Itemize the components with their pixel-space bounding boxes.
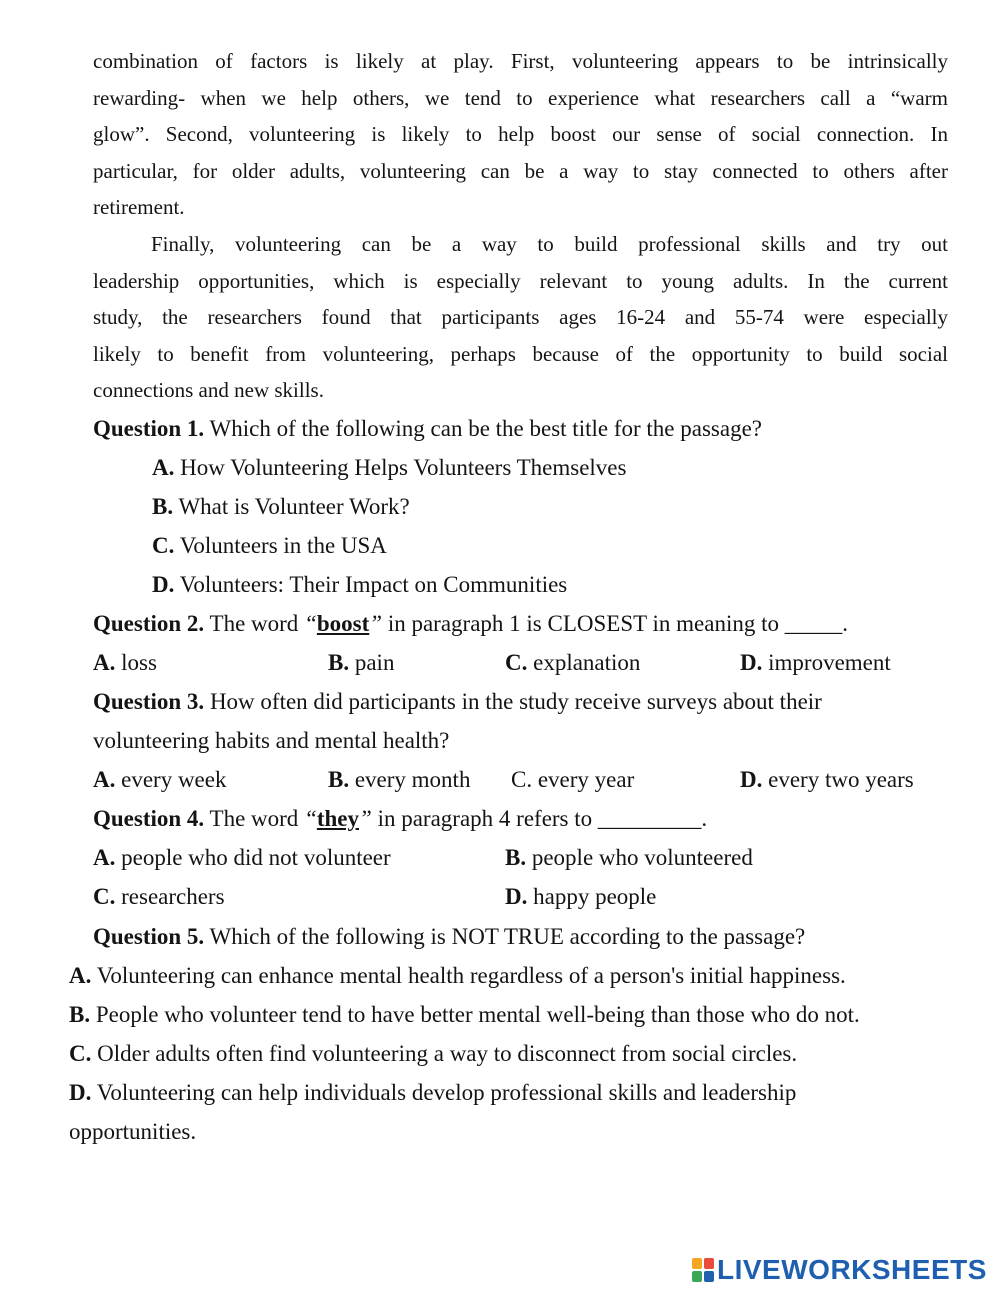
option-text: people who did not volunteer [121,845,391,870]
q4-option-a[interactable] [93,844,391,872]
option-letter: C. [93,884,116,909]
question-2 [93,610,848,638]
question-text-pre: The word [209,806,299,831]
q5-option-a[interactable] [69,962,846,990]
option-text: What is Volunteer Work? [178,494,410,519]
q3-option-d[interactable] [740,766,914,794]
option-text: every week [121,767,227,792]
question-5 [93,923,805,951]
q5-option-c[interactable] [69,1040,797,1068]
option-letter: C. [152,533,175,558]
question-1 [93,415,762,443]
option-letter: D. [152,572,175,597]
close-quote: ” [369,611,383,636]
passage-paragraph-2 [93,226,948,409]
logo-text: LIVEWORKSHEETS [717,1254,987,1285]
q1-option-a[interactable] [152,454,626,482]
option-text: people who volunteered [531,845,753,870]
option-text: loss [121,650,157,675]
option-text: opportunities. [69,1119,197,1144]
q2-option-a[interactable] [93,649,157,677]
option-letter: C. [69,1041,92,1066]
q2-option-d[interactable] [740,649,891,677]
option-text: improvement [768,650,891,675]
q5-option-d-continuation [69,1118,196,1146]
question-label: Question 5. [93,924,205,949]
option-text: Volunteers: Their Impact on Communities [179,572,568,597]
question-text-post: in paragraph 4 refers to _________. [377,806,708,831]
option-letter: A. [69,963,92,988]
option-text: researchers [121,884,225,909]
option-letter: B. [328,767,350,792]
option-letter: A. [93,650,116,675]
keyword-they: they [316,806,360,831]
option-letter: B. [69,1002,91,1027]
option-text: explanation [533,650,641,675]
open-quote: “ [304,611,317,636]
option-letter: C. [505,650,528,675]
option-letter: D. [740,767,763,792]
passage-line: leadership opportunities, which is especially relevant to young adults. In the current [93,268,948,293]
question-text: volunteering habits and mental health? [93,728,450,753]
question-label: Question 1. [93,416,205,441]
option-letter: B. [505,845,527,870]
option-letter: A. [152,455,175,480]
option-text: happy people [533,884,657,909]
option-text: every two years [768,767,914,792]
question-text-post: in paragraph 1 is CLOSEST in meaning to _____. [387,611,848,636]
open-quote: “ [304,806,317,831]
option-text: every month [354,767,471,792]
passage-paragraph-1 [93,43,948,226]
q1-option-c[interactable] [152,532,387,560]
passage-line: retirement. [93,195,185,220]
q5-option-d[interactable] [69,1079,796,1107]
q4-option-c[interactable] [93,883,225,911]
passage-line: particular, for older adults, volunteering can be a way to stay connected to others after [93,158,948,183]
option-letter: B. [328,650,350,675]
passage-line: combination of factors is likely at play. First, volunteering appears to be intrinsically [93,49,948,73]
question-label: Question 3. [93,689,205,714]
question-text: How often did participants in the study receive surveys about their [209,689,822,714]
option-letter: A. [93,767,116,792]
q2-option-b[interactable] [328,649,394,677]
passage-line: Finally, volunteering can be a way to build professional skills and try out [151,232,948,256]
q3-option-c[interactable] [511,766,634,794]
question-text: Which of the following is NOT TRUE according to the passage? [209,924,806,949]
option-letter: D. [69,1080,92,1105]
option-text: Volunteering can enhance mental health regardless of a person's initial happiness. [96,963,846,988]
question-text-pre: The word [209,611,299,636]
option-letter: A. [93,845,116,870]
passage-line: likely to benefit from volunteering, perhaps because of the opportunity to build social [93,341,948,366]
option-letter: D. [740,650,763,675]
option-text: pain [354,650,395,675]
option-text: How Volunteering Helps Volunteers Themselves [180,455,627,480]
question-3 [93,688,822,716]
close-quote: ” [359,806,372,831]
option-text: C. every year [511,767,635,792]
passage-line: glow”. Second, volunteering is likely to help boost our sense of social connection. In [93,122,948,147]
question-label: Question 2. [93,611,205,636]
q3-option-b[interactable] [328,766,470,794]
question-text: Which of the following can be the best title for the passage? [209,416,762,441]
keyword-boost: boost [316,611,370,636]
option-text: People who volunteer tend to have better mental well-being than those who do not. [95,1002,860,1027]
q1-option-b[interactable] [152,493,410,521]
option-text: Volunteering can help individuals develop professional skills and leadership [96,1080,797,1105]
passage-line: study, the researchers found that participants ages 16-24 and 55-74 were especially [93,305,948,330]
passage-line: rewarding- when we help others, we tend to experience what researchers call a “warm [93,85,948,110]
option-letter: D. [505,884,528,909]
q4-option-b[interactable] [505,844,753,872]
q1-option-d[interactable] [152,571,567,599]
q4-option-d[interactable] [505,883,656,911]
question-3-continuation [93,727,449,755]
question-label: Question 4. [93,806,205,831]
q3-option-a[interactable] [93,766,226,794]
q5-option-b[interactable] [69,1001,860,1029]
q2-option-c[interactable] [505,649,640,677]
option-text: Older adults often find volunteering a way to disconnect from social circles. [97,1041,798,1066]
option-text: Volunteers in the USA [179,533,387,558]
question-4 [93,805,707,833]
passage-line: connections and new skills. [93,378,324,403]
liveworksheets-logo-icon [692,1258,714,1282]
option-letter: B. [152,494,174,519]
liveworksheets-logo[interactable] [692,1255,987,1285]
